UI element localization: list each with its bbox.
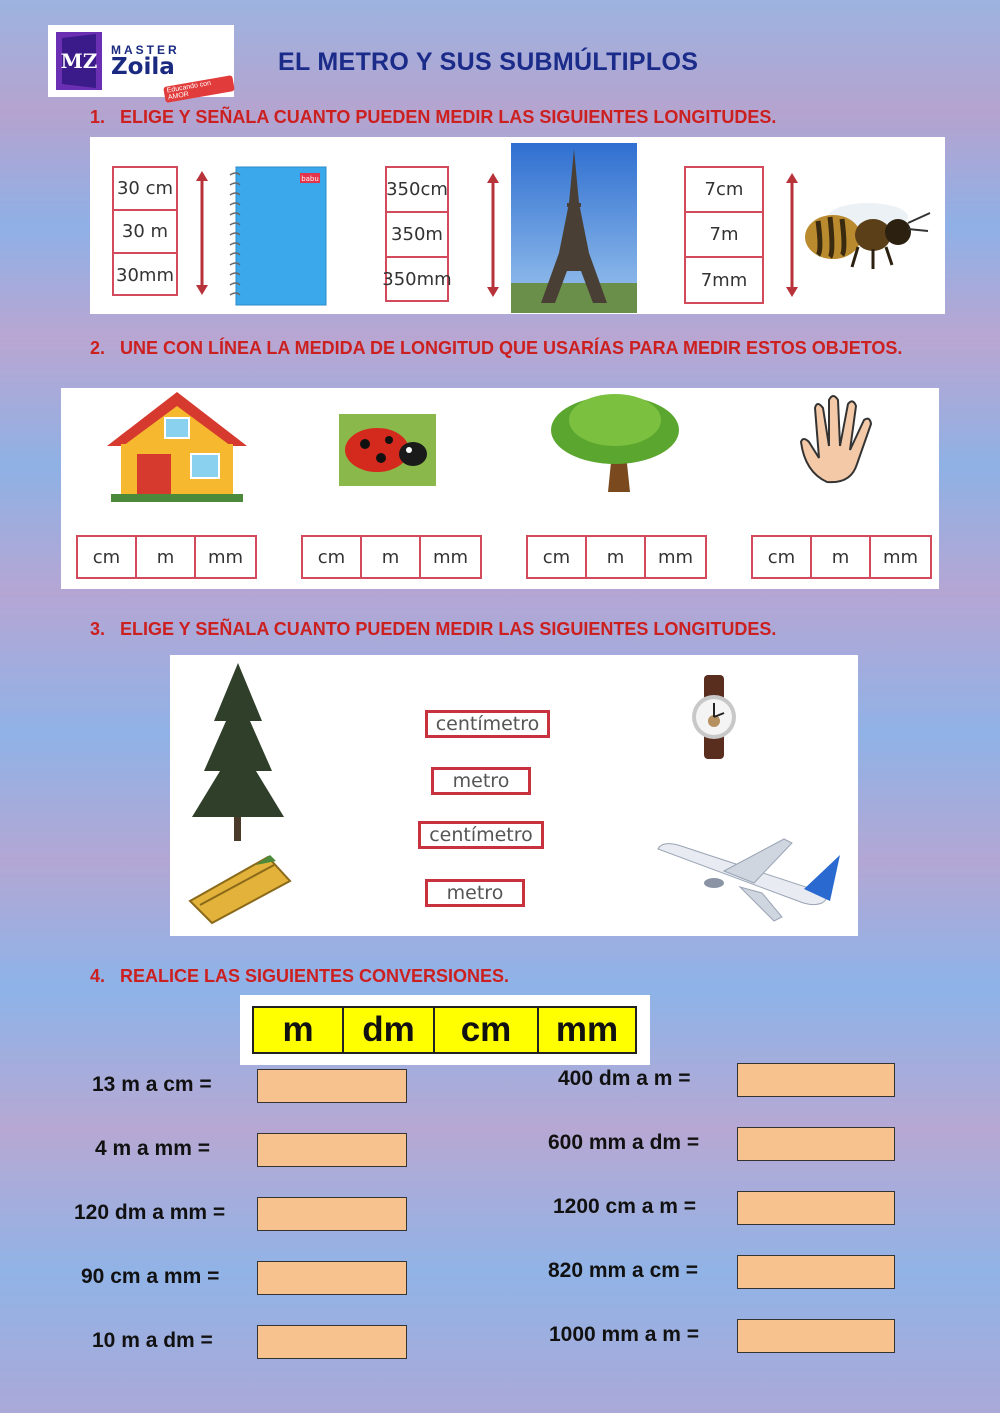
- word-card[interactable]: metro: [431, 767, 531, 795]
- options-notebook: [112, 166, 178, 296]
- conversion-label: 820 mm a cm =: [548, 1259, 699, 1282]
- double-arrow-icon: [785, 173, 799, 297]
- unit-choices-ladybug: [301, 535, 482, 579]
- section2-heading-text: UNE CON LÍNEA LA MEDIDA DE LONGITUD QUE USARÍAS PARA MEDIR ESTOS OBJETOS.: [120, 338, 903, 358]
- unit-cell: m: [254, 1008, 344, 1052]
- unit-option[interactable]: cm: [78, 537, 137, 577]
- pine-tree-icon: [188, 661, 288, 843]
- option[interactable]: 350mm: [382, 268, 452, 290]
- option[interactable]: 350m: [387, 213, 447, 258]
- watch-icon: [688, 675, 740, 759]
- section4-number: 4.: [90, 966, 106, 986]
- unit-option[interactable]: cm: [753, 537, 812, 577]
- unit-choices-house: [76, 535, 257, 579]
- answer-input[interactable]: [257, 1133, 407, 1167]
- logo-tagline: Educando con AMOR: [163, 75, 235, 103]
- answer-input[interactable]: [737, 1063, 895, 1097]
- conversion-label: 4 m a mm =: [95, 1137, 210, 1160]
- answer-input[interactable]: [257, 1261, 407, 1295]
- conversion-label: 1200 cm a m =: [553, 1195, 697, 1218]
- option[interactable]: 7cm: [686, 168, 762, 213]
- option[interactable]: 7mm: [700, 269, 748, 291]
- word-card[interactable]: centímetro: [418, 821, 544, 849]
- logo-master: MASTER: [111, 43, 180, 57]
- section2-panel: [61, 388, 939, 589]
- answer-input[interactable]: [737, 1191, 895, 1225]
- conversion-label: 600 mm a dm =: [548, 1131, 700, 1154]
- notebook-brand: babu: [301, 175, 319, 183]
- unit-table: [252, 1006, 637, 1054]
- pencil-case-icon: [186, 851, 294, 925]
- section1-heading-text: ELIGE Y SEÑALA CUANTO PUEDEN MEDIR LAS SIGUIENTES LONGITUDES.: [120, 107, 777, 127]
- unit-option[interactable]: m: [362, 537, 421, 577]
- logo: [48, 25, 234, 102]
- double-arrow-icon: [486, 173, 500, 297]
- logo-mark-icon: [56, 32, 102, 90]
- ladybug-icon: [339, 414, 436, 486]
- word-card[interactable]: centímetro: [425, 710, 550, 738]
- option[interactable]: 30 m: [114, 211, 176, 254]
- unit-cell: dm: [344, 1008, 435, 1052]
- options-eiffel: [382, 166, 452, 302]
- section1-panel: [90, 137, 945, 314]
- unit-option[interactable]: m: [812, 537, 871, 577]
- airplane-icon: [654, 835, 846, 925]
- page-title: EL METRO Y SUS SUBMÚLTIPLOS: [278, 48, 699, 76]
- answer-input[interactable]: [257, 1325, 407, 1359]
- section4-heading-text: REALICE LAS SIGUIENTES CONVERSIONES.: [120, 966, 510, 986]
- house-icon: [103, 388, 251, 504]
- section3-panel: [170, 655, 858, 936]
- conversion-label: 13 m a cm =: [92, 1073, 212, 1096]
- conversion-label: 120 dm a mm =: [74, 1201, 226, 1224]
- section3-number: 3.: [90, 619, 106, 639]
- unit-option[interactable]: cm: [528, 537, 587, 577]
- tree-icon: [548, 388, 682, 494]
- unit-bar: [240, 995, 650, 1065]
- unit-option[interactable]: mm: [432, 546, 469, 568]
- conversion-label: 10 m a dm =: [92, 1329, 213, 1352]
- section1-heading: [90, 104, 776, 130]
- word-card[interactable]: metro: [425, 879, 525, 907]
- option[interactable]: 30mm: [116, 264, 174, 286]
- answer-input[interactable]: [737, 1319, 895, 1353]
- unit-cell: cm: [435, 1008, 539, 1052]
- logo-name: Zoila: [111, 54, 175, 80]
- section2-heading: [90, 335, 930, 361]
- options-bee: [684, 166, 764, 304]
- double-arrow-icon: [195, 171, 209, 295]
- option[interactable]: 7m: [686, 213, 762, 258]
- option[interactable]: 350cm: [387, 168, 447, 213]
- unit-option[interactable]: m: [587, 537, 646, 577]
- option[interactable]: 30 cm: [114, 168, 176, 211]
- conversion-label: 1000 mm a m =: [549, 1323, 700, 1346]
- section3-heading: [90, 616, 776, 642]
- unit-option[interactable]: mm: [207, 546, 244, 568]
- hand-icon: [797, 394, 883, 486]
- logo-monogram: MZ: [60, 49, 98, 73]
- unit-choices-tree: [526, 535, 707, 579]
- answer-input[interactable]: [257, 1197, 407, 1231]
- section3-heading-text: ELIGE Y SEÑALA CUANTO PUEDEN MEDIR LAS SIGUIENTES LONGITUDES.: [120, 619, 777, 639]
- unit-cell: mm: [555, 1010, 619, 1049]
- answer-input[interactable]: [257, 1069, 407, 1103]
- answer-input[interactable]: [737, 1255, 895, 1289]
- conversion-label: 400 dm a m =: [558, 1067, 691, 1090]
- conversion-label: 90 cm a mm =: [81, 1265, 220, 1288]
- unit-choices-hand: [751, 535, 932, 579]
- unit-option[interactable]: mm: [657, 546, 694, 568]
- eiffel-tower-icon: [511, 143, 637, 313]
- section2-number: 2.: [90, 338, 106, 358]
- section4-heading: [90, 963, 509, 989]
- section1-number: 1.: [90, 107, 106, 127]
- unit-option[interactable]: cm: [303, 537, 362, 577]
- unit-option[interactable]: mm: [882, 546, 919, 568]
- answer-input[interactable]: [737, 1127, 895, 1161]
- unit-option[interactable]: m: [137, 537, 196, 577]
- notebook-icon: [228, 165, 328, 307]
- bee-icon: [798, 187, 934, 273]
